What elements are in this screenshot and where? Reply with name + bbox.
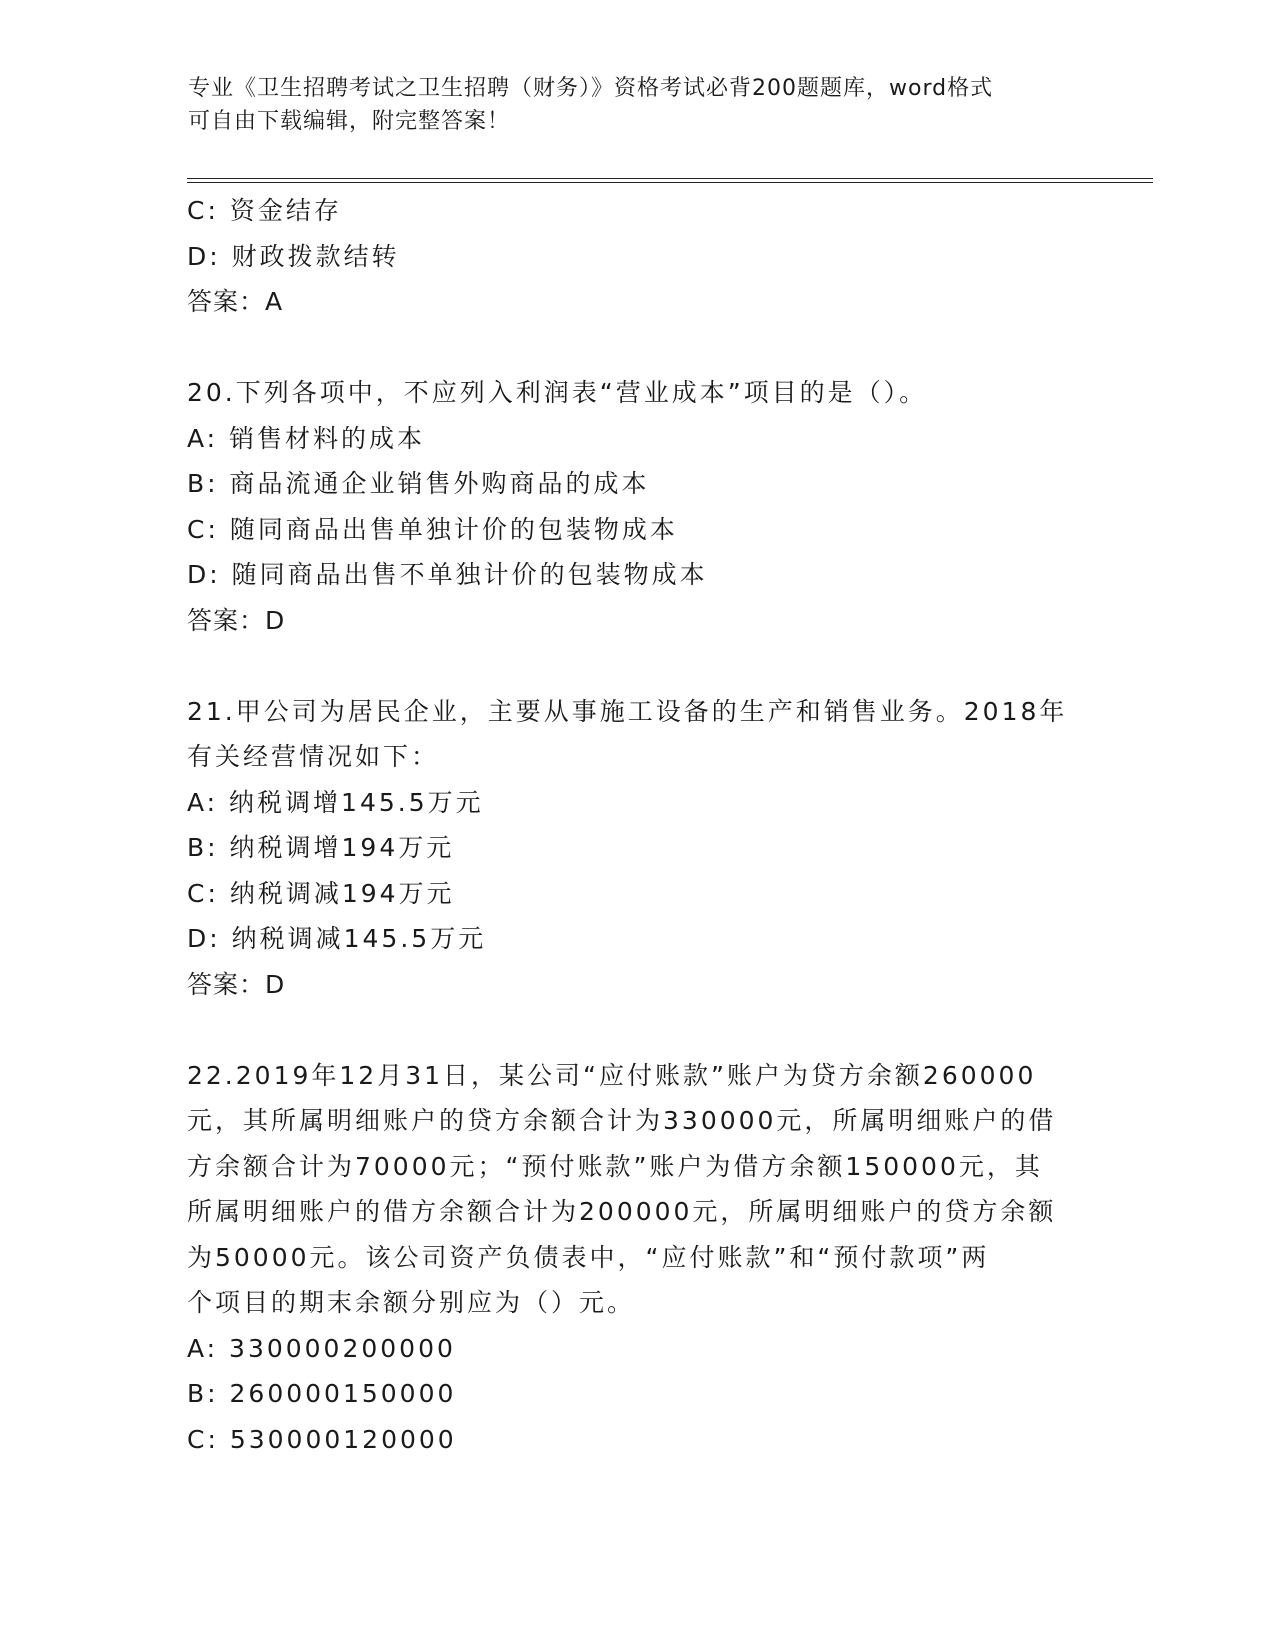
question-stem-line-1: 21.甲公司为居民企业，主要从事施工设备的生产和销售业务。2018年 (187, 696, 1068, 726)
question-stem-line-2: 有关经营情况如下： (187, 742, 440, 771)
option-c: C: 纳税调减194万元 (187, 878, 455, 908)
option-b: B: 纳税调增194万元 (187, 833, 455, 862)
question-22 (187, 1053, 1087, 1463)
spacer (187, 643, 1087, 689)
question-stem: 20.下列各项中，不应列入利润表“营业成本”项目的是（）。 (187, 378, 928, 407)
question-stem-line-6: 个项目的期末余额分别应为（）元。 (187, 1288, 636, 1317)
question-21 (187, 689, 1087, 1008)
question-stem-line-4: 所属明细账户的借方余额合计为200000元，所属明细账户的贷方余额 (187, 1197, 1057, 1226)
spacer (187, 325, 1087, 371)
header-title-line-1: 专业《卫生招聘考试之卫生招聘（财务）》资格考试必背200题题库，word格式 (188, 76, 994, 101)
question-content (187, 188, 1087, 1462)
question-stem-line-1: 22.2019年12月31日，某公司“应付账款”账户为贷方余额260000 (187, 1060, 1037, 1090)
option-a: A: 纳税调增145.5万元 (187, 787, 484, 817)
option-c: C: 随同商品出售单独计价的包装物成本 (187, 514, 678, 544)
question-stem-line-2: 元，其所属明细账户的贷方余额合计为330000元，所属明细账户的借 (187, 1106, 1057, 1135)
option-d: D: 财政拨款结转 (187, 241, 400, 271)
answer: 答案：D (187, 605, 286, 635)
option-c: C: 530000120000 (187, 1424, 457, 1454)
option-d: D: 随同商品出售不单独计价的包装物成本 (187, 560, 708, 589)
question-stem-line-3: 方余额合计为70000元；“预付账款”账户为借方余额150000元，其 (187, 1151, 1043, 1181)
question-20 (187, 370, 1087, 643)
question-stem-line-5: 为50000元。该公司资产负债表中，“应付账款”和“预付款项”两 (187, 1242, 990, 1272)
answer: 答案：A (187, 287, 284, 316)
question-prev (187, 188, 1087, 325)
header-title-line-2: 可自由下载编辑，附完整答案！ (188, 109, 511, 134)
document-header (188, 72, 1068, 138)
header-divider-top (187, 178, 1153, 179)
spacer (187, 1007, 1087, 1053)
answer: 答案：D (187, 969, 286, 999)
option-a: A: 330000200000 (187, 1333, 456, 1363)
header-divider-bottom (187, 182, 1153, 183)
option-b: B: 商品流通企业销售外购商品的成本 (187, 469, 650, 498)
option-b: B: 260000150000 (187, 1379, 457, 1408)
option-d: D: 纳税调减145.5万元 (187, 924, 487, 953)
option-a: A: 销售材料的成本 (187, 423, 426, 453)
option-c: C: 资金结存 (187, 196, 342, 225)
